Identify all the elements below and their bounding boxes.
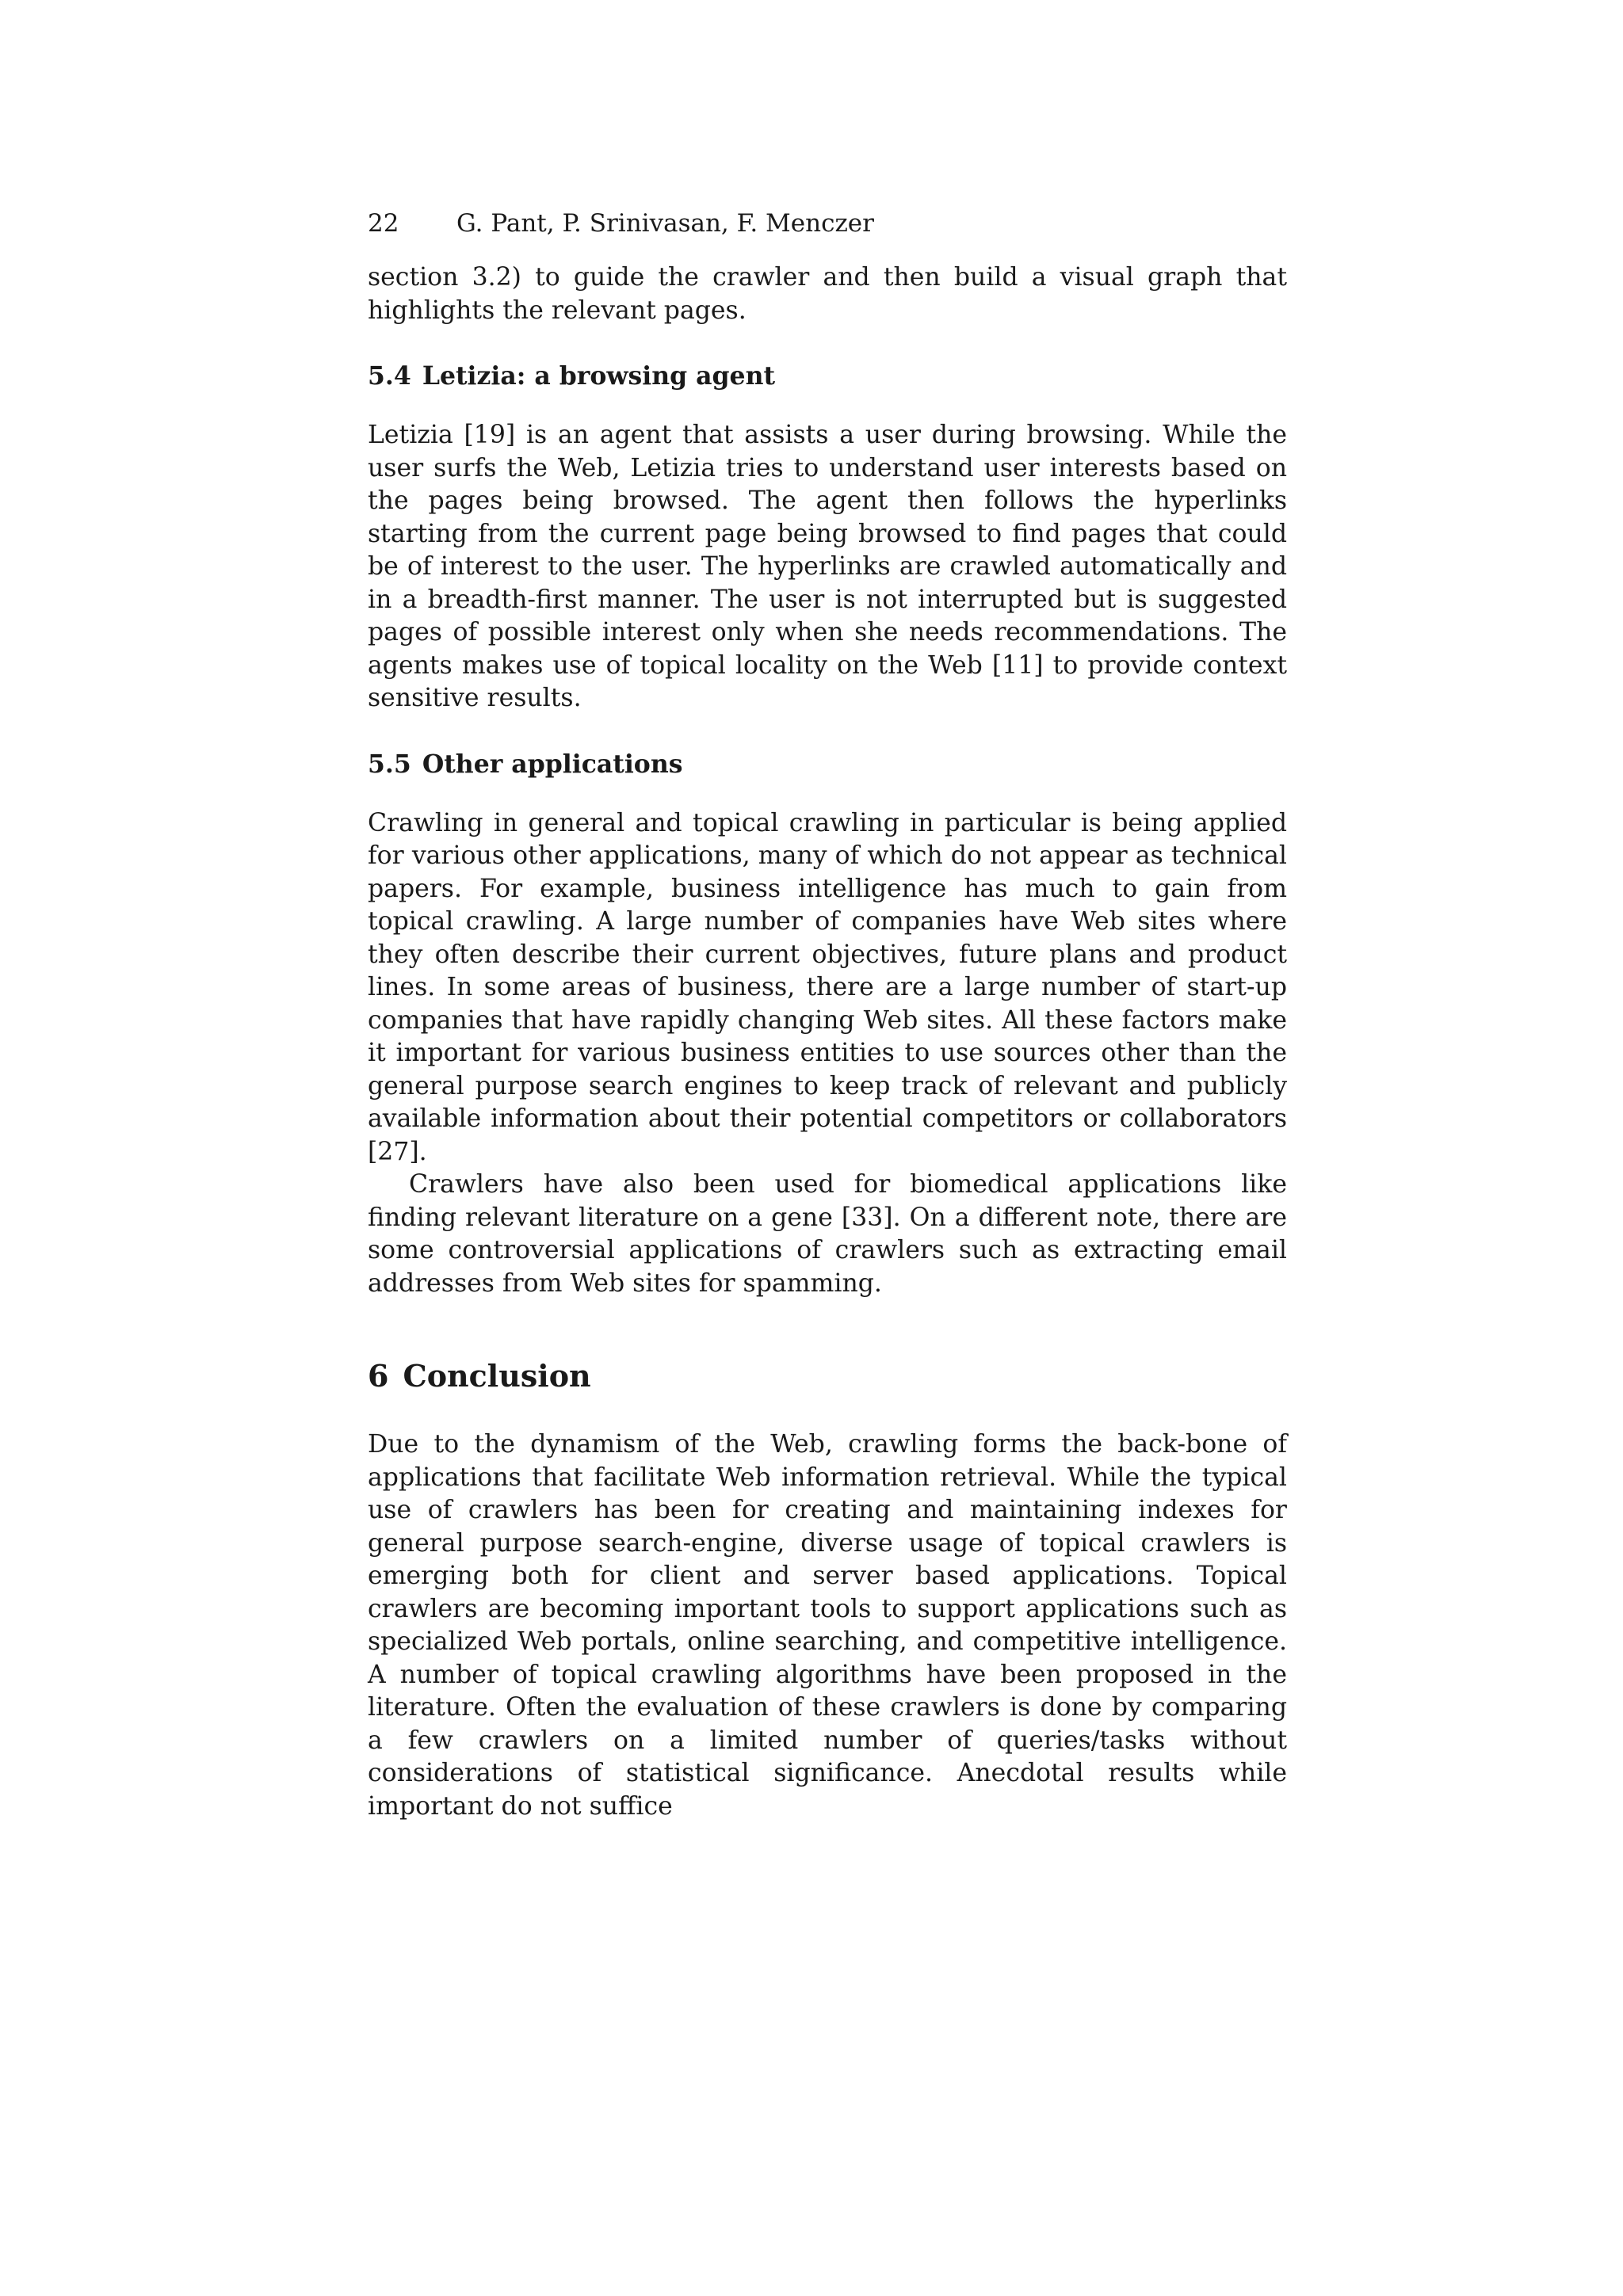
- running-head: [368, 204, 1287, 242]
- section-heading-5-4: [368, 359, 1287, 394]
- section-heading-6: [368, 1356, 1287, 1397]
- page-number: 22: [368, 209, 399, 238]
- body-paragraph: Letizia [19] is an agent that assists a user during browsing. While the user surfs the Web, Letizia tries to understand user interests based on the pages being browsed. The agent then follows the hyperlinks starting from the current page being browsed to find pages that could be of interest to the user. The hyperlinks are crawled automatically and in a breadth-first manner. The user is not interrupted but is suggested pages of possible interest only when she needs recommendations. The agents makes use of topical locality on the Web [11] to provide context sensitive results.: [368, 421, 1287, 712]
- section-heading-5-5: [368, 747, 1287, 782]
- running-head-authors: G. Pant, P. Srinivasan, F. Menczer: [456, 209, 874, 238]
- section-title: Letizia: a browsing agent: [422, 361, 776, 391]
- section-title: Conclusion: [403, 1358, 591, 1394]
- section-number: 5.5: [368, 749, 411, 779]
- section-number: 6: [368, 1358, 389, 1394]
- section-number: 5.4: [368, 361, 411, 391]
- body-paragraph: Due to the dynamism of the Web, crawling forms the back-bone of applications that facilitate Web information retrieval. While the typical use of crawlers has been for creating and maintaining indexes for general purpose search-engine, diverse usage of topical crawlers is emerging both for client and server based applications. Topical crawlers are becoming important tools to support applications such as specialized Web portals, online searching, and competitive intelligence. A number of topical crawling algorithms have been proposed in the literature. Often the evaluation of these crawlers is done by comparing a few crawlers on a limited number of queries/tasks without considerations of statistical significance. Anecdotal results while important do not suffice: [368, 1430, 1287, 1821]
- body-paragraph: Crawling in general and topical crawling in particular is being applied for various other applications, many of which do not appear as technical papers. For example, business intelligence has much to gain from topical crawling. A large number of companies have Web sites where they often describe their current objectives, future plans and product lines. In some areas of business, there are a large number of start-up companies that have rapidly changing Web sites. All these factors make it important for various business entities to use sources other than the general purpose search engines to keep track of relevant and publicly available information about their potential competitors or collaborators [27].: [368, 808, 1287, 1166]
- body-paragraph: Crawlers have also been used for biomedical applications like finding relevant literature on a gene [33]. On a different note, there are some controversial applications of crawlers such as extracting email addresses from Web sites for spamming.: [368, 1170, 1287, 1298]
- intro-paragraph: section 3.2) to guide the crawler and then build a visual graph that highlights the relevant pages.: [368, 263, 1287, 325]
- page-content: [368, 204, 1287, 1823]
- section-title: Other applications: [422, 749, 683, 779]
